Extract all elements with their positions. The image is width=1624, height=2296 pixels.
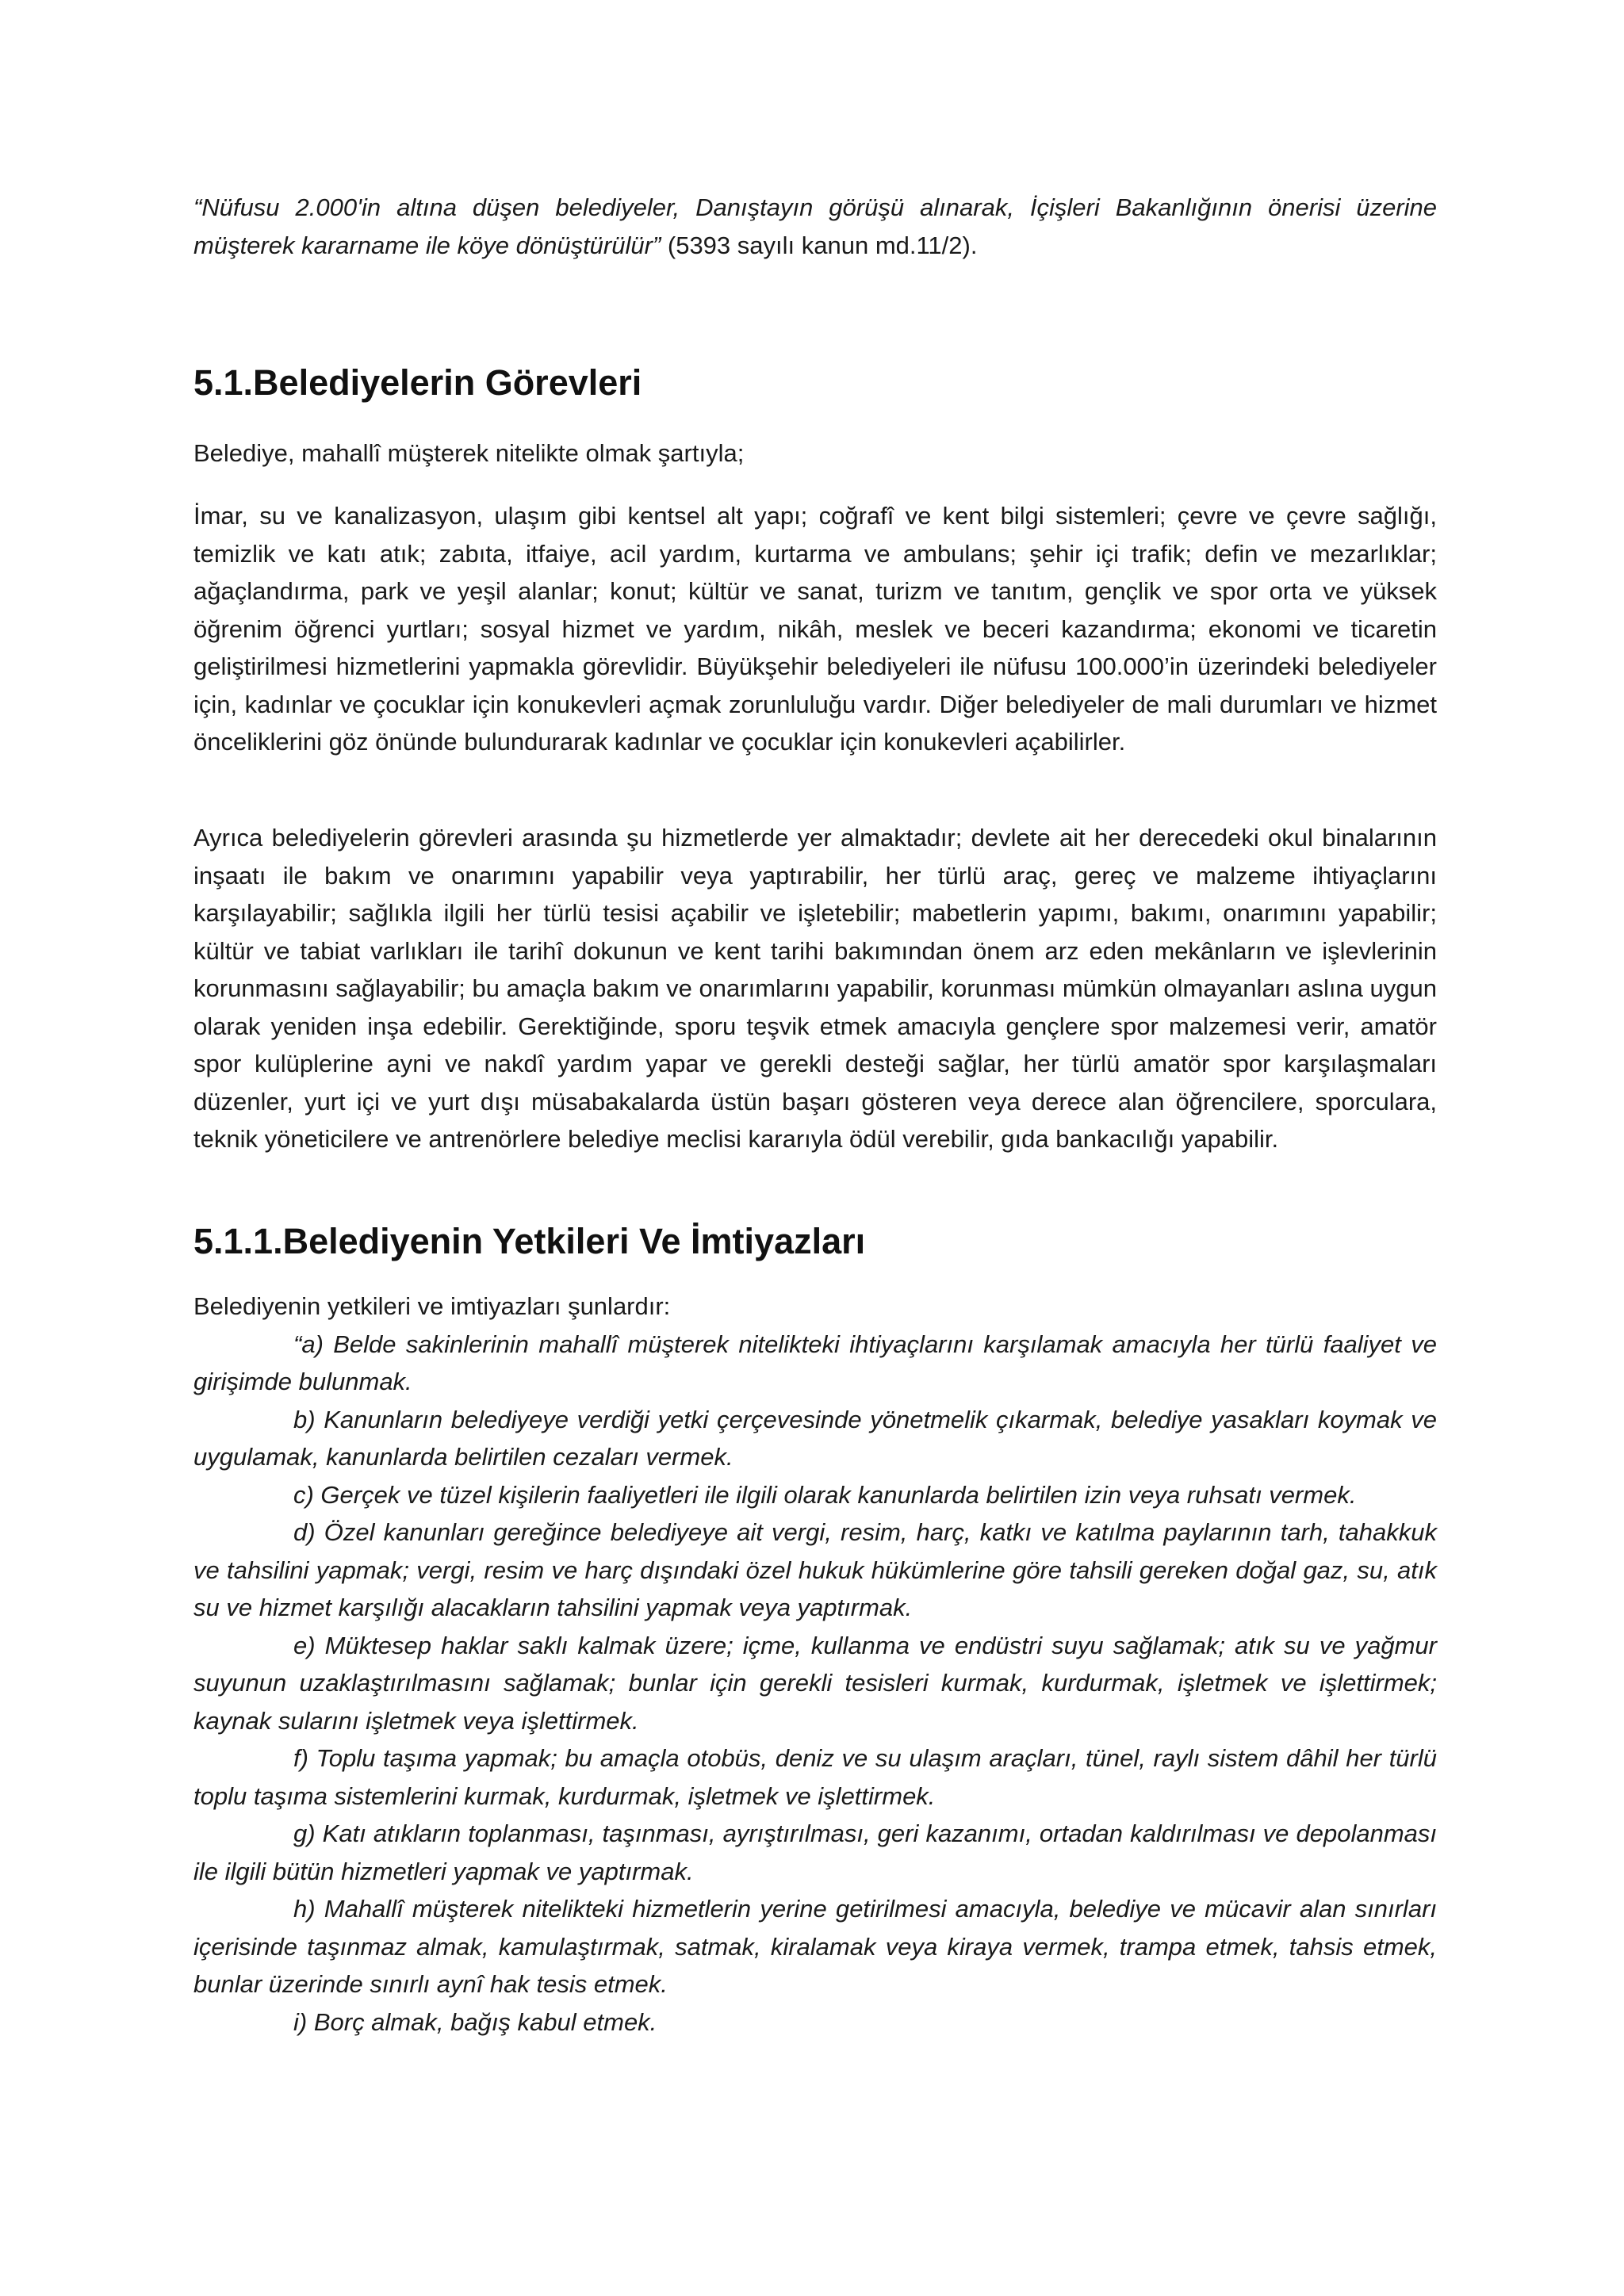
authority-item-h: h) Mahallî müşterek nitelikteki hizmetlerin yerine getirilmesi amacıyla, belediye ve mücavir alan sınırları içerisinde taşınmaz almak, kamulaştırmak, satmak, kiralamak veya kiraya vermek, trampa etmek, tahsis etmek, bunlar üzerinde sınırlı aynî hak tesis etmek.: [193, 1895, 1437, 1998]
additional-duties-paragraph: Ayrıca belediyelerin görevleri arasında şu hizmetlerde yer almaktadır; devlete ait her derecedeki okul binalarının inşaatı ile bakım ve onarımını yapabilir veya yaptırabilir, her türlü araç, gereç ve malzeme ihtiyaçlarını karşılayabilir; sağlıkla ilgili her türlü tesisi açabilir ve işletebilir; mabetlerin yapımı, bakımı, onarımını yapabilir; kültür ve tabiat varlıkları ile tarihî dokunun ve kent tarihi bakımından önem arz eden mekânların ve işlevlerinin korunmasını sağlayabilir; bu amaçla bakım ve onarımlarını yapabilir, korunması mümkün olmayanları aslına uygun olarak yeniden inşa edebilir. Gerektiğinde, sporu teşvik etmek amacıyla gençlere spor malzemesi verir, amatör spor kulüplerine ayni ve nakdî yardım yapar ve gerekli desteği sağlar, her türlü amatör spor karşılaşmaları düzenler, yurt içi ve yurt dışı müsabakalarda üstün başarı gösteren veya derece alan öğrencilere, sporculara, teknik yöneticilere ve antrenörlere belediye meclisi kararıyla ödül verebilir, gıda bankacılığı yapabilir.: [193, 824, 1437, 1153]
subsection-heading: 5.1.1.Belediyenin Yetkileri Ve İmtiyazları: [193, 1221, 866, 1261]
section-lead: Belediye, mahallî müşterek nitelikte olmak şartıyla;: [193, 439, 745, 467]
duties-paragraph: İmar, su ve kanalizasyon, ulaşım gibi kentsel alt yapı; coğrafî ve kent bilgi sistemleri; çevre ve çevre sağlığı, temizlik ve katı atık; zabıta, itfaiye, acil yardım, kurtarma ve ambulans; şehir içi trafik; defin ve mezarlıklar; ağaçlandırma, park ve yeşil alanlar; konut; kültür ve sanat, turizm ve tanıtım, gençlik ve spor orta ve yüksek öğrenim öğrenci yurtları; sosyal hizmet ve yardım, nikâh, meslek ve beceri kazandırma; ekonomi ve ticaretin geliştirilmesi hizmetlerini yapmakla görevlidir. Büyükşehir belediyeleri ile nüfusu 100.000’in üzerindeki belediyeler için, kadınlar ve çocuklar için konukevleri açmak zorunluluğu vardır. Diğer belediyeler de mali durumları ve hizmet önceliklerini göz önünde bulundurarak kadınlar ve çocuklar için konukevleri açabilirler.: [193, 502, 1437, 756]
intro-quote-text: “Nüfusu 2.000'in altına düşen belediyeler, Danıştayın görüşü alınarak, İçişleri Bakanlığının önerisi üzerine müşterek kararname ile köye dönüştürülür”: [193, 193, 1437, 259]
authority-item-c: c) Gerçek ve tüzel kişilerin faaliyetleri ile ilgili olarak kanunlarda belirtilen izin veya ruhsatı vermek.: [293, 1480, 1357, 1509]
authority-item-f: f) Toplu taşıma yapmak; bu amaçla otobüs, deniz ve su ulaşım araçları, tünel, raylı sistem dâhil her türlü toplu taşıma sistemlerini kurmak, kurdurmak, işletmek ve işlettirmek.: [193, 1744, 1437, 1810]
section-lead-block: [193, 434, 1437, 473]
intro-quote-paragraph: [193, 189, 1437, 264]
subsection-lead: Belediyenin yetkileri ve imtiyazları şunlardır:: [193, 1292, 671, 1320]
authority-item-g: g) Katı atıkların toplanması, taşınması, ayrıştırılması, geri kazanımı, ortadan kaldırılması ve depolanması ile ilgili bütün hizmetleri yapmak ve yaptırmak.: [193, 1820, 1437, 1885]
intro-quote-block: [193, 189, 1437, 264]
intro-quote-citation: (5393 sayılı kanun md.11/2).: [661, 231, 978, 259]
authority-item-a: “a) Belde sakinlerinin mahallî müşterek nitelikteki ihtiyaçlarını karşılamak amacıyla her türlü faaliyet ve girişimde bulunmak.: [193, 1330, 1437, 1395]
duties-paragraph-block: [193, 497, 1437, 761]
section-heading: 5.1.Belediyelerin Görevleri: [193, 362, 642, 403]
authority-item-i: i) Borç almak, bağış kabul etmek.: [293, 2007, 657, 2036]
authorities-block: [193, 1288, 1437, 2041]
subsection-heading-block: [193, 1219, 1437, 1264]
authority-item-b: b) Kanunların belediyeye verdiği yetki çerçevesinde yönetmelik çıkarmak, belediye yasakları koymak ve uygulamak, kanunlarda belirtilen cezaları vermek.: [193, 1405, 1437, 1471]
authority-item-d: d) Özel kanunları gereğince belediyeye ait vergi, resim, harç, katkı ve katılma paylarının tarh, tahakkuk ve tahsilini yapmak; vergi, resim ve harç dışındaki özel hukuk hükümlerine göre tahsili gereken doğal gaz, su, atık su ve hizmet karşılığı alacakların tahsilini yapmak veya yaptırmak.: [193, 1518, 1437, 1621]
additional-duties-paragraph-block: [193, 819, 1437, 1158]
section-heading-block: [193, 361, 1437, 405]
authority-item-e: e) Müktesep haklar saklı kalmak üzere; içme, kullanma ve endüstri suyu sağlamak; atık su ve yağmur suyunun uzaklaştırılmasını sağlamak; bunlar için gerekli tesisleri kurmak, kurdurmak, işletmek ve işlettirmek; kaynak sularını işletmek veya işlettirmek.: [193, 1631, 1437, 1735]
